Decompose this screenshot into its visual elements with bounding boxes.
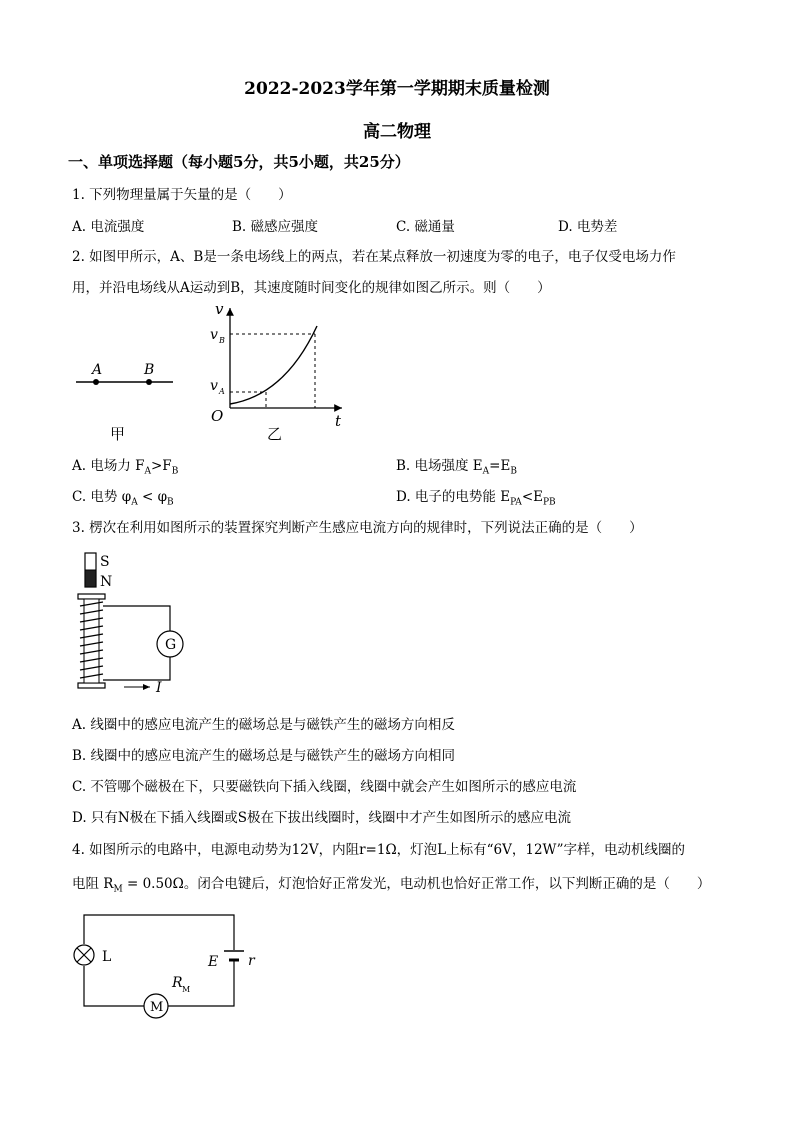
v-axis-label: v: [215, 300, 224, 318]
rm-label: R: [172, 975, 183, 991]
q1-stem: 1. 下列物理量属于矢量的是（ ）: [72, 187, 292, 203]
figure-jia: [70, 355, 190, 455]
q2-option-b: B. 电场强度 $E_A=E_B$: [396, 458, 517, 477]
q2-option-a: A. 电场力 $F_A>F_B$: [72, 458, 179, 477]
current-label: I: [156, 680, 162, 696]
va-sub: A: [219, 387, 225, 396]
origin-label: O: [211, 407, 224, 425]
figure-circuit: [70, 910, 270, 1030]
q4-stem-line2: 电阻 $R_M = 0.50\Omega$。闭合电键后，灯泡恰好正常发光，电动机也恰好正常工作，以下判断正确的是（ ）: [72, 876, 711, 895]
magnet-n-label: N: [100, 574, 113, 590]
q1-option-b: B. 磁感应强度: [232, 219, 319, 235]
vb-label: v: [210, 327, 218, 343]
q3-option-d: D. 只有N极在下插入线圈或S极在下拔出线圈时，线圈中才产生如图所示的感应电流: [72, 810, 571, 826]
point-b-label: B: [144, 362, 155, 378]
q3-option-c: C. 不管哪个磁极在下，只要磁铁向下插入线圈，线圈中就会产生如图所示的感应电流: [72, 779, 577, 795]
q3-option-b: B. 线圈中的感应电流产生的磁场总是与磁铁产生的磁场方向相同: [72, 748, 456, 764]
motor-label: M: [150, 1000, 164, 1015]
va-label: v: [210, 378, 218, 394]
t-axis-label: t: [335, 412, 342, 430]
rm-sub: M: [182, 985, 191, 994]
q2-option-d: D. 电子的电势能 $E_{PA}<E_{PB}$: [396, 489, 556, 508]
q4-stem-line1: 4. 如图所示的电路中，电源电动势为12V，内阻r=1Ω，灯泡L上标有“6V，12W”字样，电动机线圈的: [72, 842, 686, 858]
page-subtitle: 高二物理: [363, 122, 431, 142]
lamp-label: L: [102, 949, 112, 965]
figure-yi-vt-graph: [205, 300, 345, 445]
q1-option-d: D. 电势差: [558, 219, 618, 235]
figure-magnet-coil: [70, 550, 200, 700]
q2-stem-line2: 用，并沿电场线从A运动到B，其速度随时间变化的规律如图乙所示。则（ ）: [72, 280, 551, 296]
q3-stem: 3. 楞次在利用如图所示的装置探究判断产生感应电流方向的规律时，下列说法正确的是（ ）: [72, 520, 643, 536]
internal-resistance-label: r: [248, 953, 255, 969]
page-title: 2022-2023学年第一学期期末质量检测: [244, 79, 550, 99]
figure-jia-caption: 甲: [110, 425, 126, 443]
section-heading: 一、单项选择题（每小题5分，共5小题，共25分）: [68, 153, 410, 171]
q2-option-c: C. 电势 $\varphi_A < \varphi_B$: [72, 489, 174, 508]
q1-option-a: A. 电流强度: [72, 219, 145, 235]
point-a-label: A: [92, 362, 103, 378]
emf-label: E: [208, 954, 219, 970]
figure-yi-caption: 乙: [267, 425, 283, 443]
galvanometer-label: G: [165, 637, 177, 653]
vb-sub: B: [219, 336, 225, 345]
q3-option-a: A. 线圈中的感应电流产生的磁场总是与磁铁产生的磁场方向相反: [72, 717, 455, 733]
q2-stem-line1: 2. 如图甲所示，A、B是一条电场线上的两点，若在某点释放一初速度为零的电子，电子仅受电场力作: [72, 249, 676, 265]
magnet-s-label: S: [100, 554, 110, 570]
q1-option-c: C. 磁通量: [396, 219, 455, 235]
